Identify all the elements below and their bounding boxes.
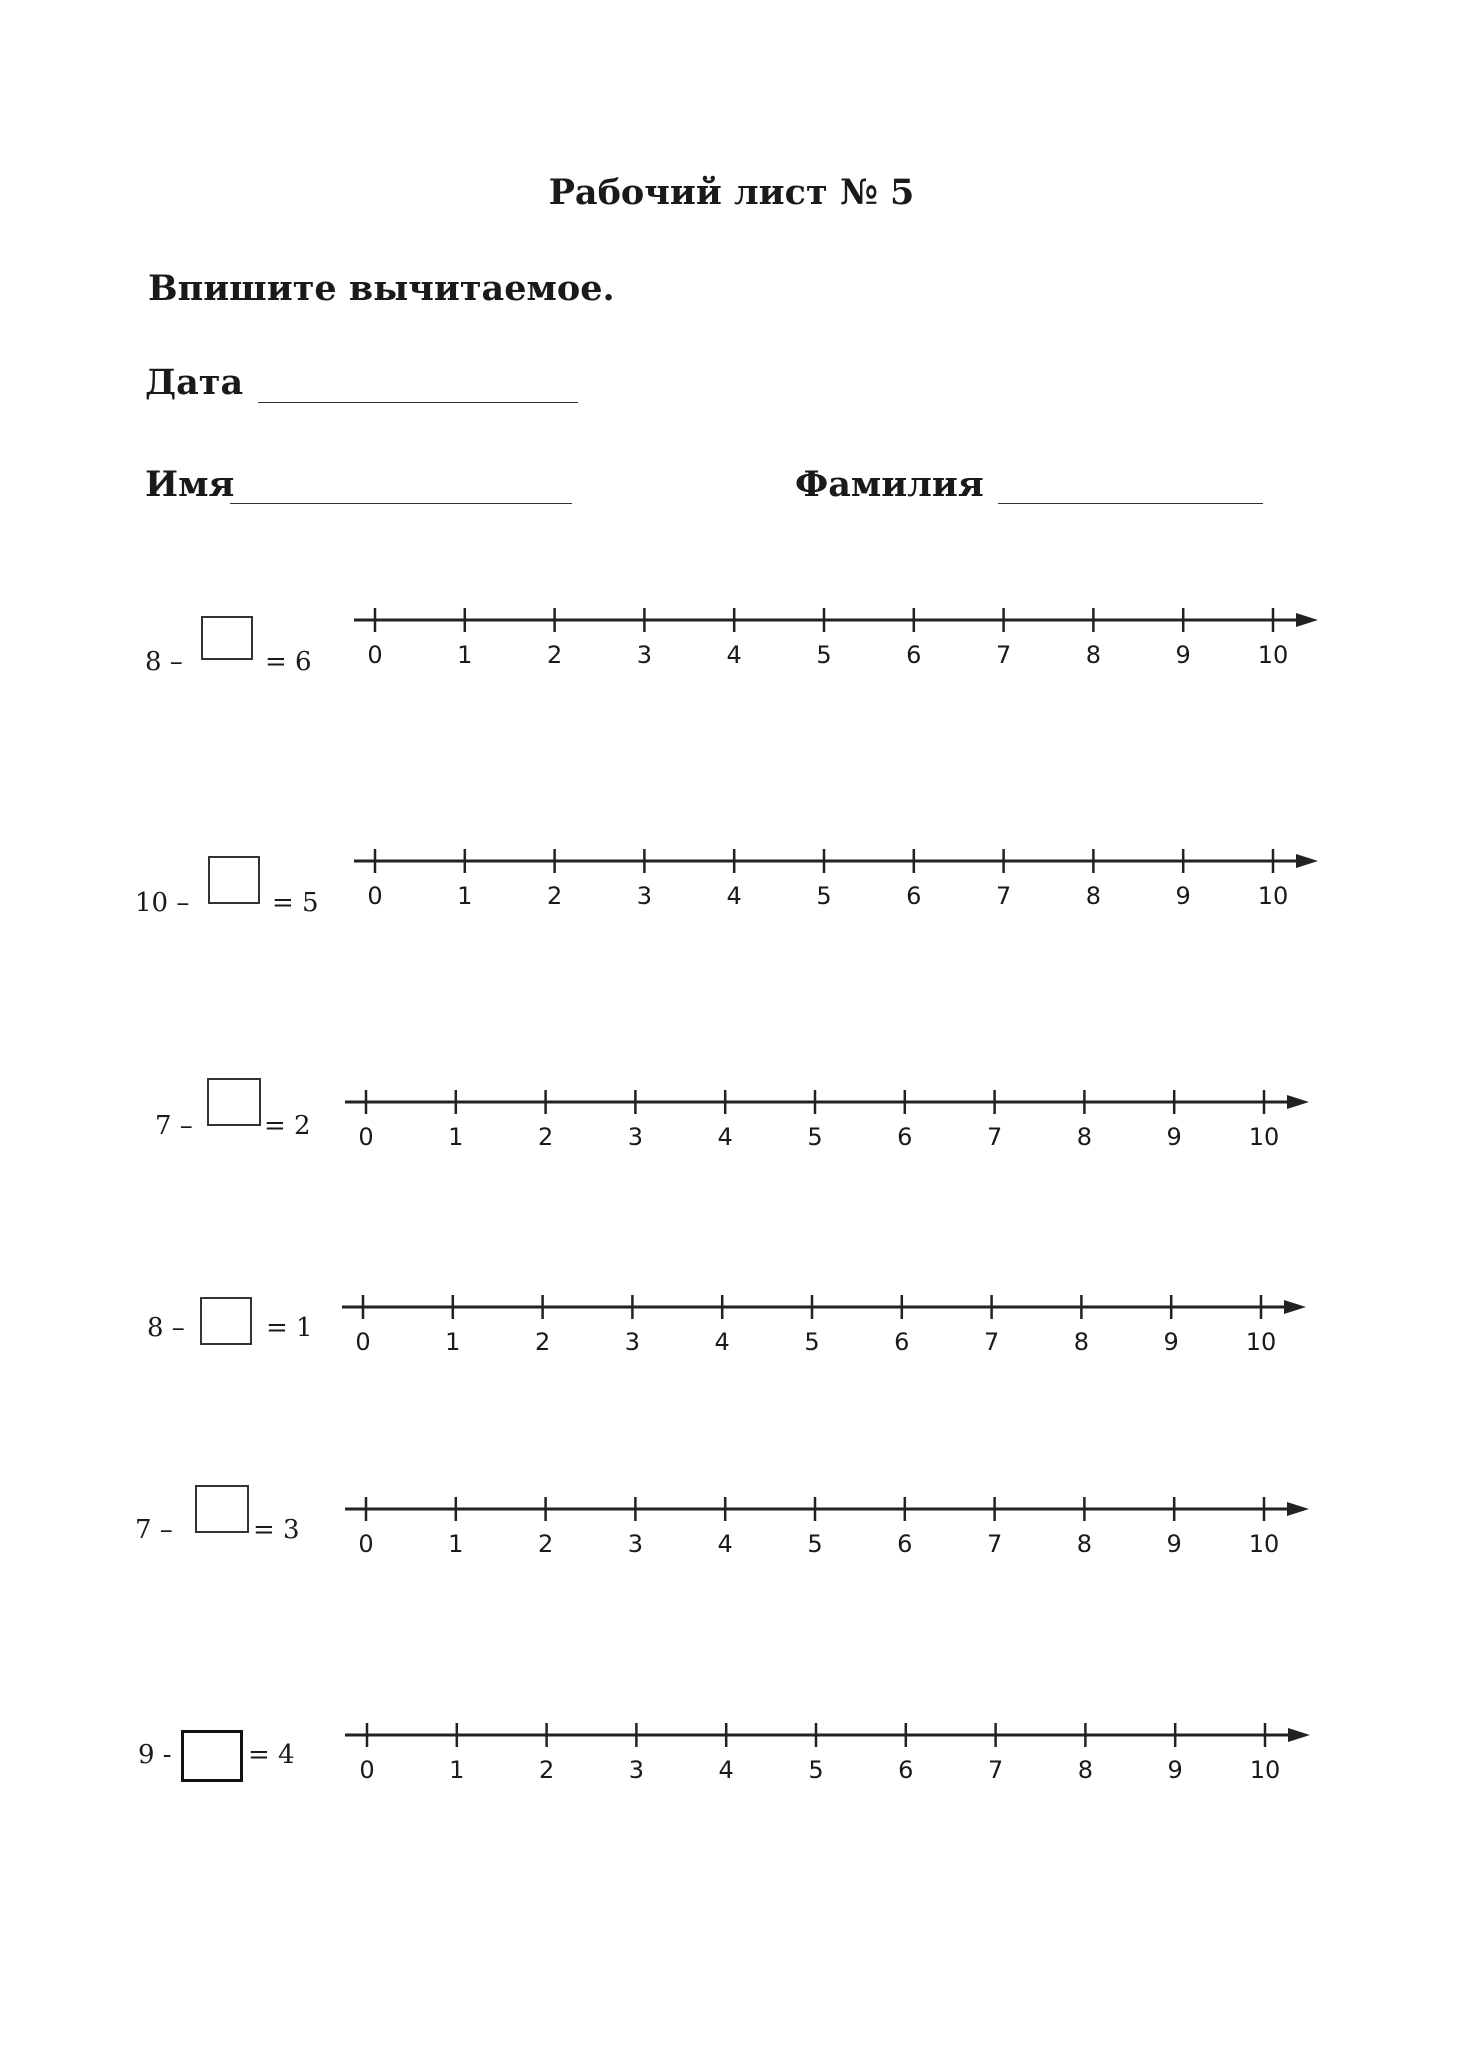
tick-label: 4 (726, 882, 742, 910)
tick-label: 3 (627, 1530, 644, 1558)
tick-label: 9 (1166, 1123, 1182, 1151)
tick-label: 3 (627, 1123, 644, 1151)
problem-5-result: = 3 (253, 1515, 300, 1545)
tick-label: 1 (448, 1123, 464, 1151)
problem-2-result: = 5 (272, 888, 319, 918)
arrow-icon (1296, 613, 1318, 627)
tick-label: 10 (1245, 1328, 1277, 1356)
tick-label: 6 (897, 1530, 913, 1558)
tick-label: 8 (1085, 641, 1102, 669)
tick-label: 2 (537, 1123, 554, 1151)
tick-label: 10 (1248, 1530, 1280, 1558)
tick-label: 9 (1175, 641, 1191, 669)
tick-label: 1 (448, 1530, 464, 1558)
arrow-icon (1288, 1728, 1310, 1742)
problem-3-minuend: 7 – (155, 1111, 193, 1141)
tick-label: 5 (807, 1123, 823, 1151)
tick-label: 3 (624, 1328, 641, 1356)
tick-label: 8 (1085, 882, 1102, 910)
tick-label: 1 (445, 1328, 461, 1356)
tick-label: 1 (457, 641, 473, 669)
number-line-4 (342, 1295, 1306, 1356)
problem-1-minuend: 8 – (145, 647, 183, 677)
tick-label: 9 (1163, 1328, 1179, 1356)
problem-4-minuend: 8 – (147, 1313, 185, 1343)
tick-label: 6 (894, 1328, 910, 1356)
tick-label: 5 (816, 641, 832, 669)
date-label: Дата (145, 362, 244, 403)
tick-label: 1 (449, 1756, 465, 1784)
tick-label: 7 (995, 641, 1012, 669)
problem-4-result: = 1 (266, 1313, 313, 1343)
instruction-text: Впишите вычитаемое. (148, 268, 615, 309)
arrow-icon (1296, 854, 1318, 868)
tick-label: 2 (534, 1328, 551, 1356)
tick-label: 6 (906, 641, 922, 669)
tick-label: 0 (367, 882, 383, 910)
problem-5-minuend: 7 – (135, 1515, 173, 1545)
number-line-6 (345, 1723, 1310, 1784)
tick-label: 10 (1257, 641, 1289, 669)
tick-label: 7 (995, 882, 1012, 910)
tick-label: 4 (717, 1123, 733, 1151)
tick-label: 1 (457, 882, 473, 910)
tick-label: 8 (1076, 1530, 1093, 1558)
tick-label: 7 (987, 1756, 1004, 1784)
tick-label: 6 (906, 882, 922, 910)
first-name-label: Имя (145, 464, 235, 505)
tick-label: 6 (897, 1123, 913, 1151)
tick-label: 5 (816, 882, 832, 910)
problem-3-result: = 2 (264, 1111, 311, 1141)
tick-label: 0 (358, 1530, 374, 1558)
tick-label: 10 (1249, 1756, 1281, 1784)
tick-label: 7 (986, 1123, 1003, 1151)
tick-label: 5 (808, 1756, 824, 1784)
tick-label: 0 (359, 1756, 375, 1784)
tick-label: 4 (717, 1530, 733, 1558)
tick-label: 8 (1076, 1123, 1093, 1151)
arrow-icon (1287, 1095, 1309, 1109)
tick-label: 5 (807, 1530, 823, 1558)
arrow-icon (1287, 1502, 1309, 1516)
worksheet-title: Рабочий лист № 5 (548, 172, 915, 213)
tick-label: 9 (1175, 882, 1191, 910)
tick-label: 2 (538, 1756, 555, 1784)
number-line-3 (345, 1090, 1309, 1151)
arrow-icon (1284, 1300, 1306, 1314)
tick-label: 0 (355, 1328, 371, 1356)
tick-label: 7 (983, 1328, 1000, 1356)
number-line-5 (345, 1497, 1309, 1558)
tick-label: 7 (986, 1530, 1003, 1558)
tick-label: 10 (1257, 882, 1289, 910)
tick-label: 3 (628, 1756, 645, 1784)
tick-label: 2 (546, 641, 563, 669)
tick-label: 10 (1248, 1123, 1280, 1151)
tick-label: 8 (1077, 1756, 1094, 1784)
tick-label: 9 (1167, 1756, 1183, 1784)
tick-label: 9 (1166, 1530, 1182, 1558)
problem-1-result: = 6 (265, 647, 312, 677)
tick-label: 5 (804, 1328, 820, 1356)
tick-label: 4 (718, 1756, 734, 1784)
tick-label: 6 (898, 1756, 914, 1784)
number-line-1 (354, 608, 1318, 669)
number-line-2 (354, 849, 1318, 910)
tick-label: 4 (714, 1328, 730, 1356)
tick-label: 2 (546, 882, 563, 910)
tick-label: 8 (1073, 1328, 1090, 1356)
tick-label: 3 (636, 882, 653, 910)
problem-2-minuend: 10 – (135, 888, 190, 918)
problem-6-minuend: 9 - (138, 1740, 172, 1770)
last-name-label: Фамилия (795, 464, 984, 505)
tick-label: 4 (726, 641, 742, 669)
problem-6-result: = 4 (248, 1740, 295, 1770)
tick-label: 3 (636, 641, 653, 669)
tick-label: 0 (367, 641, 383, 669)
tick-label: 0 (358, 1123, 374, 1151)
tick-label: 2 (537, 1530, 554, 1558)
